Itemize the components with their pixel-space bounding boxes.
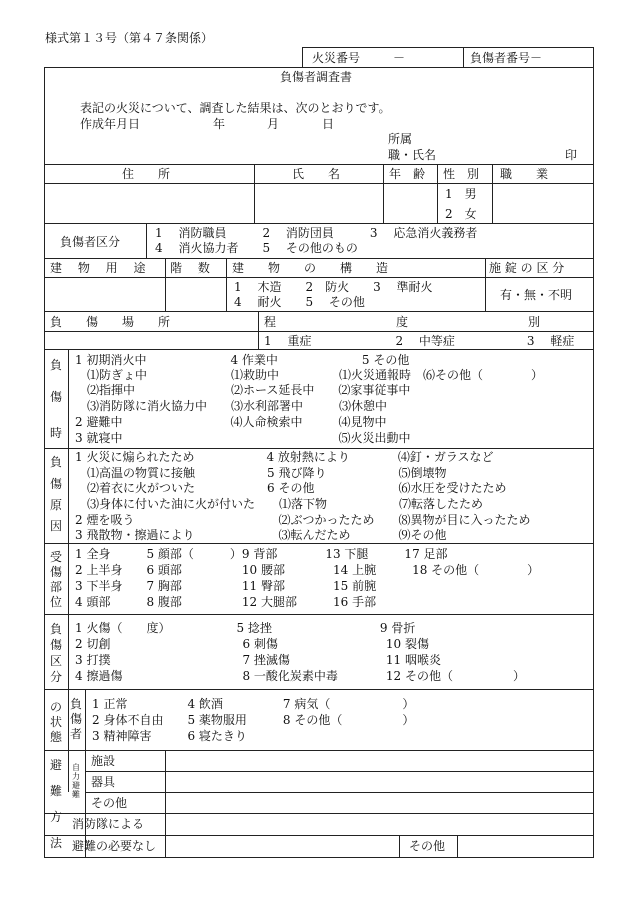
at-injury-line: ⑵指揮中 ⑵ホース延長中 ⑵家事従事中 bbox=[75, 383, 411, 397]
evac-not-needed: 避難の必要なし bbox=[72, 839, 157, 853]
at-injury-line: ⑶消防隊に消火協力中 ⑶水利部署中 ⑶休憩中 bbox=[75, 399, 388, 413]
intro-text: 表記の火災について、調査した結果は、次のとおりです。 bbox=[80, 101, 391, 115]
at-injury-line: 1 初期消火中 4 作業中 5 その他 bbox=[75, 353, 410, 367]
at-injury-label-2: 傷 bbox=[49, 390, 62, 404]
evac-label-4: 法 bbox=[49, 836, 62, 850]
condition-sub-label-1: 負 bbox=[69, 697, 82, 711]
cause-label-3: 原 bbox=[49, 498, 62, 512]
injury-type-label-4: 分 bbox=[49, 670, 62, 684]
injury-type-label-3: 区 bbox=[49, 654, 62, 668]
self-evac-label-4: 難 bbox=[72, 790, 80, 799]
cause-line: 3 飛散物・擦過により ⑶転んだため ⑼その他 bbox=[75, 528, 447, 542]
injury-type-line: 2 切創 6 刺傷 10 裂傷 bbox=[75, 637, 429, 651]
cause-line: ⑶身体に付いた油に火が付いた ⑴落下物 ⑺転落したため bbox=[75, 497, 484, 511]
condition-sub-label-3: 者 bbox=[69, 727, 82, 741]
structure-line1: 1 木造 2 防火 3 準耐火 bbox=[234, 280, 433, 294]
fire-number-label: 火災番号 bbox=[312, 51, 361, 65]
self-evac-label-2: 力 bbox=[72, 772, 80, 781]
self-evac-label-1: 自 bbox=[72, 763, 80, 772]
cause-label-1: 負 bbox=[49, 455, 62, 469]
sex-header: 性 別 bbox=[443, 167, 480, 181]
cause-line: 1 火災に煽られたため 4 放射熱により ⑷釘・ガラスなど bbox=[75, 450, 494, 464]
injury-type-label-2: 傷 bbox=[49, 638, 62, 652]
fire-number-dash: － bbox=[393, 51, 406, 65]
at-injury-line: 2 避難中 ⑷人命検索中 ⑷見物中 bbox=[75, 415, 387, 429]
sex-female: 2 女 bbox=[445, 207, 477, 221]
name-header: 氏 名 bbox=[292, 167, 341, 181]
evac-facility: 施設 bbox=[91, 754, 116, 768]
address-header: 住 所 bbox=[122, 167, 171, 181]
evac-other2: その他 bbox=[409, 839, 446, 853]
category-line1: 1 消防職員 2 消防団員 3 応急消火義務者 bbox=[155, 226, 478, 240]
body-part-line: 1 全身 5 顔部（ ）9 背部 13 下腿 17 足部 bbox=[75, 547, 448, 561]
body-part-line: 4 頭部 8 腹部 12 大腿部 16 手部 bbox=[75, 595, 377, 609]
lock-value: 有・無・不明 bbox=[500, 288, 573, 302]
at-injury-label-3: 時 bbox=[49, 426, 62, 440]
injury-type-label-1: 負 bbox=[49, 622, 62, 636]
evac-equipment: 器具 bbox=[91, 775, 116, 789]
self-evac-label-3: 避 bbox=[72, 781, 80, 790]
body-part-line: 2 上半身 6 頭部 10 腰部 14 上腕 18 その他（ ） bbox=[75, 563, 540, 577]
year-label: 年 bbox=[213, 117, 226, 131]
condition-line: 3 精神障害 6 寝たきり bbox=[92, 729, 247, 743]
structure-header: 建 物 の 構 造 bbox=[232, 261, 389, 275]
form-id: 様式第１３号（第４７条関係） bbox=[45, 31, 214, 45]
at-injury-line: 3 就寝中 ⑸火災出動中 bbox=[75, 431, 411, 445]
injury-type-line: 4 擦過傷 8 一酸化炭素中毒 12 その他（ ） bbox=[75, 669, 525, 683]
evac-label-1: 避 bbox=[49, 758, 62, 772]
age-header: 年 齢 bbox=[389, 167, 426, 181]
condition-label-1: の bbox=[49, 700, 62, 714]
body-part-line: 3 下半身 7 胸部 11 臀部 15 前腕 bbox=[75, 579, 377, 593]
floors-header: 階 数 bbox=[170, 261, 210, 275]
degree-header: 程 度 別 bbox=[264, 315, 541, 329]
injured-number-label: 負傷者番号－ bbox=[470, 51, 543, 65]
category-label: 負傷者区分 bbox=[60, 235, 121, 249]
date-label: 作成年月日 bbox=[80, 117, 141, 131]
cause-line: ⑴高温の物質に接触 5 飛び降り ⑸倒壊物 bbox=[75, 466, 447, 480]
body-part-label-2: 傷 bbox=[49, 565, 62, 579]
lock-header: 施 錠 の 区 分 bbox=[489, 261, 565, 275]
evac-label-2: 難 bbox=[49, 784, 62, 798]
condition-sub-label-2: 傷 bbox=[69, 712, 82, 726]
body-part-label-1: 受 bbox=[49, 550, 62, 564]
injury-type-line: 1 火傷（ 度） 5 捻挫 9 骨折 bbox=[75, 621, 416, 635]
building-use-header: 建 物 用 途 bbox=[50, 261, 146, 275]
at-injury-line: ⑴防ぎょ中 ⑴救助中 ⑴火災通報時 ⑹その他（ ） bbox=[75, 368, 544, 382]
seal-label: 印 bbox=[565, 148, 578, 162]
job-header: 職 業 bbox=[500, 167, 549, 181]
at-injury-label-1: 負 bbox=[49, 358, 62, 372]
day-label: 日 bbox=[322, 117, 335, 131]
condition-line: 2 身体不自由 5 薬物服用 8 その他（ ） bbox=[92, 713, 415, 727]
injury-type-line: 3 打撲 7 挫滅傷 11 咽喉炎 bbox=[75, 653, 441, 667]
degree-values: 1 重症 2 中等症 3 軽症 bbox=[264, 334, 575, 348]
evac-by-fire-team: 消防隊による bbox=[72, 817, 145, 831]
condition-line: 1 正常 4 飲酒 7 病気（ ） bbox=[92, 697, 415, 711]
cause-label-2: 傷 bbox=[49, 477, 62, 491]
sex-male: 1 男 bbox=[445, 187, 477, 201]
affiliation-label: 所属 bbox=[388, 132, 413, 146]
condition-label-3: 態 bbox=[49, 730, 62, 744]
place-header: 負 傷 場 所 bbox=[50, 315, 171, 329]
body-part-label-3: 部 bbox=[49, 580, 62, 594]
evac-label-3: 方 bbox=[49, 810, 62, 824]
body-part-label-4: 位 bbox=[49, 595, 62, 609]
evac-other: その他 bbox=[91, 796, 128, 810]
cause-line: ⑵着衣に火がついた 6 その他 ⑹水圧を受けたため bbox=[75, 481, 507, 495]
month-label: 月 bbox=[267, 117, 280, 131]
category-line2: 4 消火協力者 5 その他のもの bbox=[155, 241, 358, 255]
cause-label-4: 因 bbox=[49, 519, 62, 533]
structure-line2: 4 耐火 5 その他 bbox=[234, 295, 365, 309]
form-title: 負傷者調査書 bbox=[280, 70, 353, 84]
cause-line: 2 煙を吸う ⑵ぶつかったため ⑻異物が目に入ったため bbox=[75, 513, 531, 527]
condition-label-2: 状 bbox=[49, 715, 62, 729]
name-title-label: 職・氏名 bbox=[388, 148, 437, 162]
